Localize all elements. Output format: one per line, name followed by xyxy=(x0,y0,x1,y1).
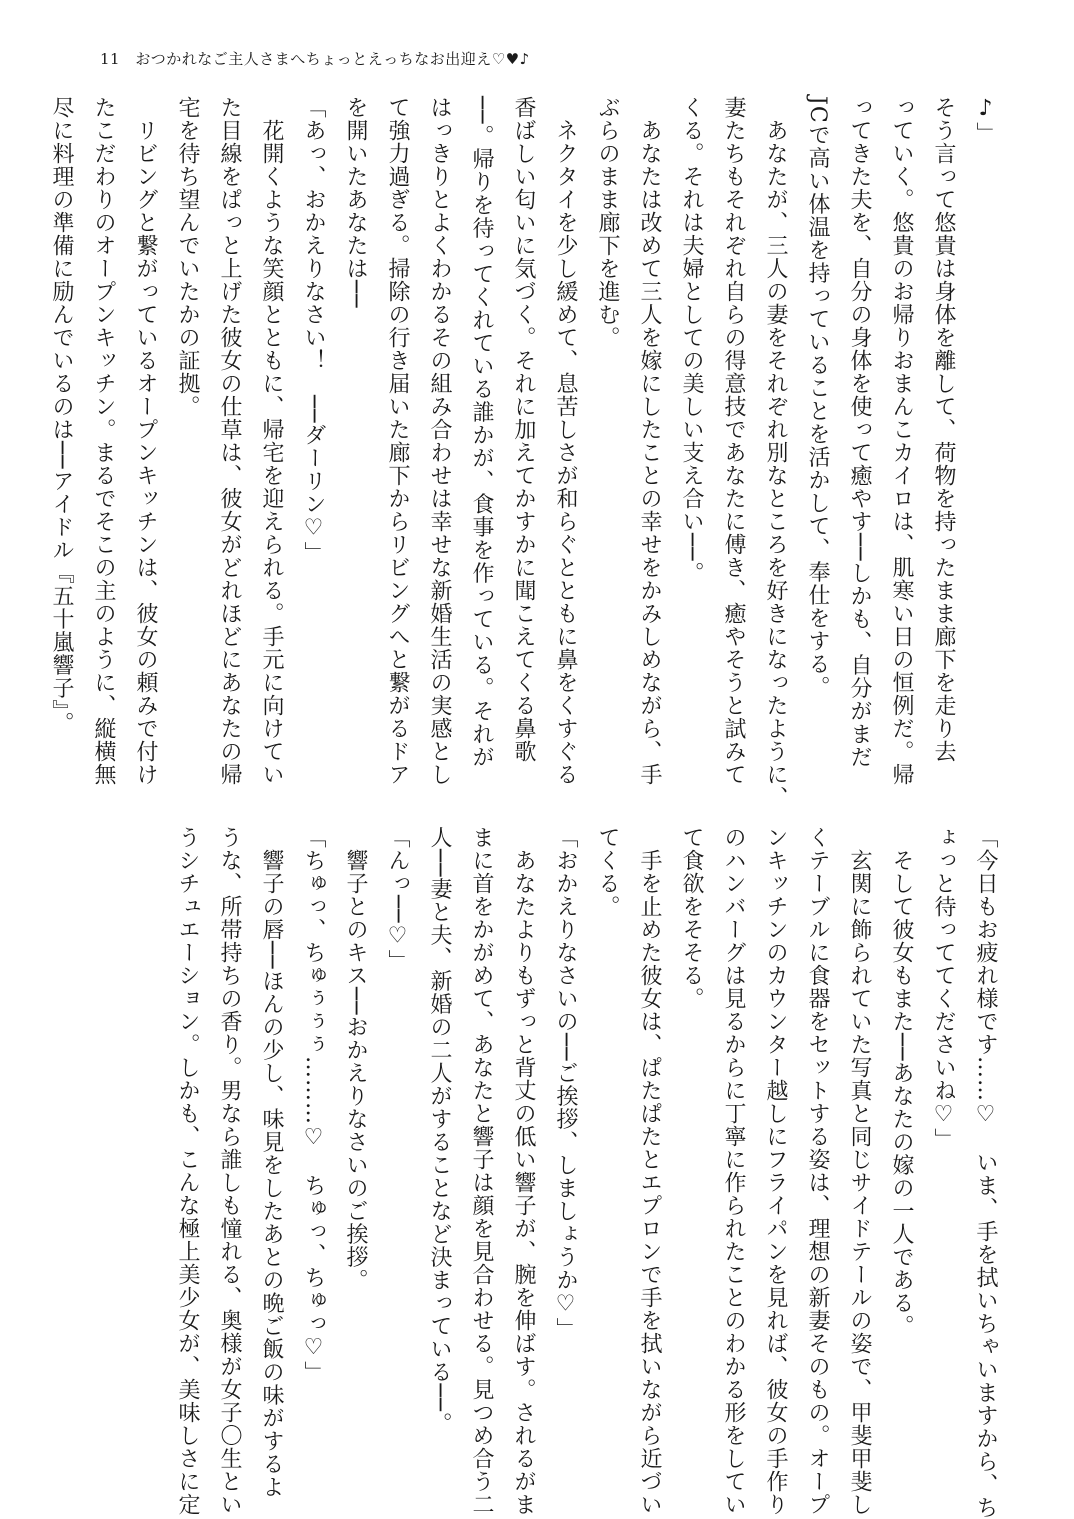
text-column: うシチュエーション。しかも、こんな極上美少女が、美味しさに定 xyxy=(175,826,200,1516)
text-column: た目線をぱっと上げた彼女の仕草は、彼女がどれほどにあなたの帰 xyxy=(217,96,242,786)
text-column: そして彼女もまた──あなたの嫁の一人である。 xyxy=(889,826,914,1338)
text-column: 「今日もお疲れ様です……♡ いま、手を拭いちゃいますから、ち xyxy=(973,826,998,1519)
text-column: ぶらのまま廊下を進む。 xyxy=(595,96,620,349)
text-column: はっきりとよくわかるその組み合わせは幸せな新婚生活の実感とし xyxy=(427,96,452,786)
running-title: おつかれなご主人さまへちょっとえっちなお出迎え♡♥♪ xyxy=(135,50,530,68)
text-column: 「おかえりなさいの──ご挨拶、しましょうか♡」 xyxy=(553,826,578,1341)
text-column: くテーブルに食器をセットする姿は、理想の新妻そのもの。オープ xyxy=(805,826,830,1516)
text-column: リビングと繋がっているオープンキッチンは、彼女の頼みで付け xyxy=(133,96,158,786)
running-header xyxy=(100,48,530,69)
text-column: を開いたあなたは── xyxy=(343,96,368,309)
text-column: 「んっ──♡」 xyxy=(385,826,410,973)
text-column: 香ばしい匂いに気づく。それに加えてかすかに聞こえてくる鼻歌 xyxy=(511,96,536,763)
text-column: 宅を待ち望んでいたかの証拠。 xyxy=(175,96,200,418)
text-column: 人──妻と夫、新婚の二人がすることなど決まっている──。 xyxy=(427,826,452,1435)
text-column: ──。帰りを待ってくれている誰かが、食事を作っている。それが xyxy=(469,96,494,769)
text-column: あなたが、三人の妻をそれぞれ別なところを好きになったように、 xyxy=(763,96,788,809)
text-column: っていく。悠貴のお帰りおまんこカイロは、肌寒い日の恒例だ。帰 xyxy=(889,96,914,786)
text-column: 「あっ、おかえりなさい！ ──ダーリン♡」 xyxy=(301,96,326,565)
text-column: 手を止めた彼女は、ぱたぱたとエプロンで手を拭いながら近づい xyxy=(637,826,662,1516)
text-column: て強力過ぎる。掃除の行き届いた廊下からリビングへと繋がるドア xyxy=(385,96,410,786)
text-column: ネクタイを少し緩めて、息苦しさが和らぐとともに鼻をくすぐる xyxy=(553,96,578,786)
text-column: てくる。 xyxy=(595,826,620,918)
text-column: 尽に料理の準備に励んでいるのは──アイドル『五十嵐響子』。 xyxy=(49,96,74,735)
text-block-bottom xyxy=(166,826,1006,1519)
text-column: のハンバーグは見るからに丁寧に作られたことのわかる形をしてい xyxy=(721,826,746,1516)
text-column: て食欲をそそる。 xyxy=(679,826,704,1010)
text-column: あなたは改めて三人を嫁にしたことの幸せをかみしめながら、手 xyxy=(637,96,662,786)
text-block-top xyxy=(40,96,1006,809)
text-column: 妻たちもそれぞれ自らの得意技であなたに傅き、癒やそうと試みて xyxy=(721,96,746,786)
text-column: まに首をかがめて、あなたと響子は顔を見合わせる。見つめ合う二 xyxy=(469,826,494,1516)
text-column: 響子の唇──ほんの少し、味見をしたあとの晩ご飯の味がするよ xyxy=(259,826,284,1499)
text-column: ♪」 xyxy=(973,96,998,145)
text-column: ンキッチンのカウンター越しにフライパンを見れば、彼女の手作り xyxy=(763,826,788,1516)
text-column: たこだわりのオープンキッチン。まるでそこの主のように、縦横無 xyxy=(91,96,116,786)
text-column: JCで高い体温を持っていることを活かして、奉仕をする。 xyxy=(805,96,830,699)
page-number: 11 xyxy=(100,50,121,68)
text-column: ってきた夫を、自分の身体を使って癒やす──しかも、自分がまだ xyxy=(847,96,872,769)
text-column: くる。それは夫婦としての美しい支え合い──。 xyxy=(679,96,704,585)
text-column: 「ちゅっ、ちゅぅぅぅ………♡ ちゅっ、ちゅっ♡」 xyxy=(301,826,326,1384)
text-column: うな、所帯持ちの香り。男なら誰しも憧れる、奥様が女子〇生とい xyxy=(217,826,242,1516)
text-column: ょっと待っててくださいね♡」 xyxy=(931,826,956,1151)
text-column: そう言って悠貴は身体を離して、荷物を持ったまま廊下を走り去 xyxy=(931,96,956,763)
text-column: あなたよりもずっと背丈の低い響子が、腕を伸ばす。されるがま xyxy=(511,826,536,1516)
text-column: 花開くような笑顔とともに、帰宅を迎えられる。手元に向けてい xyxy=(259,96,284,786)
text-column: 玄関に飾られていた写真と同じサイドテールの姿で、甲斐甲斐し xyxy=(847,826,872,1516)
text-column: 響子とのキス──おかえりなさいのご挨拶。 xyxy=(343,826,368,1292)
